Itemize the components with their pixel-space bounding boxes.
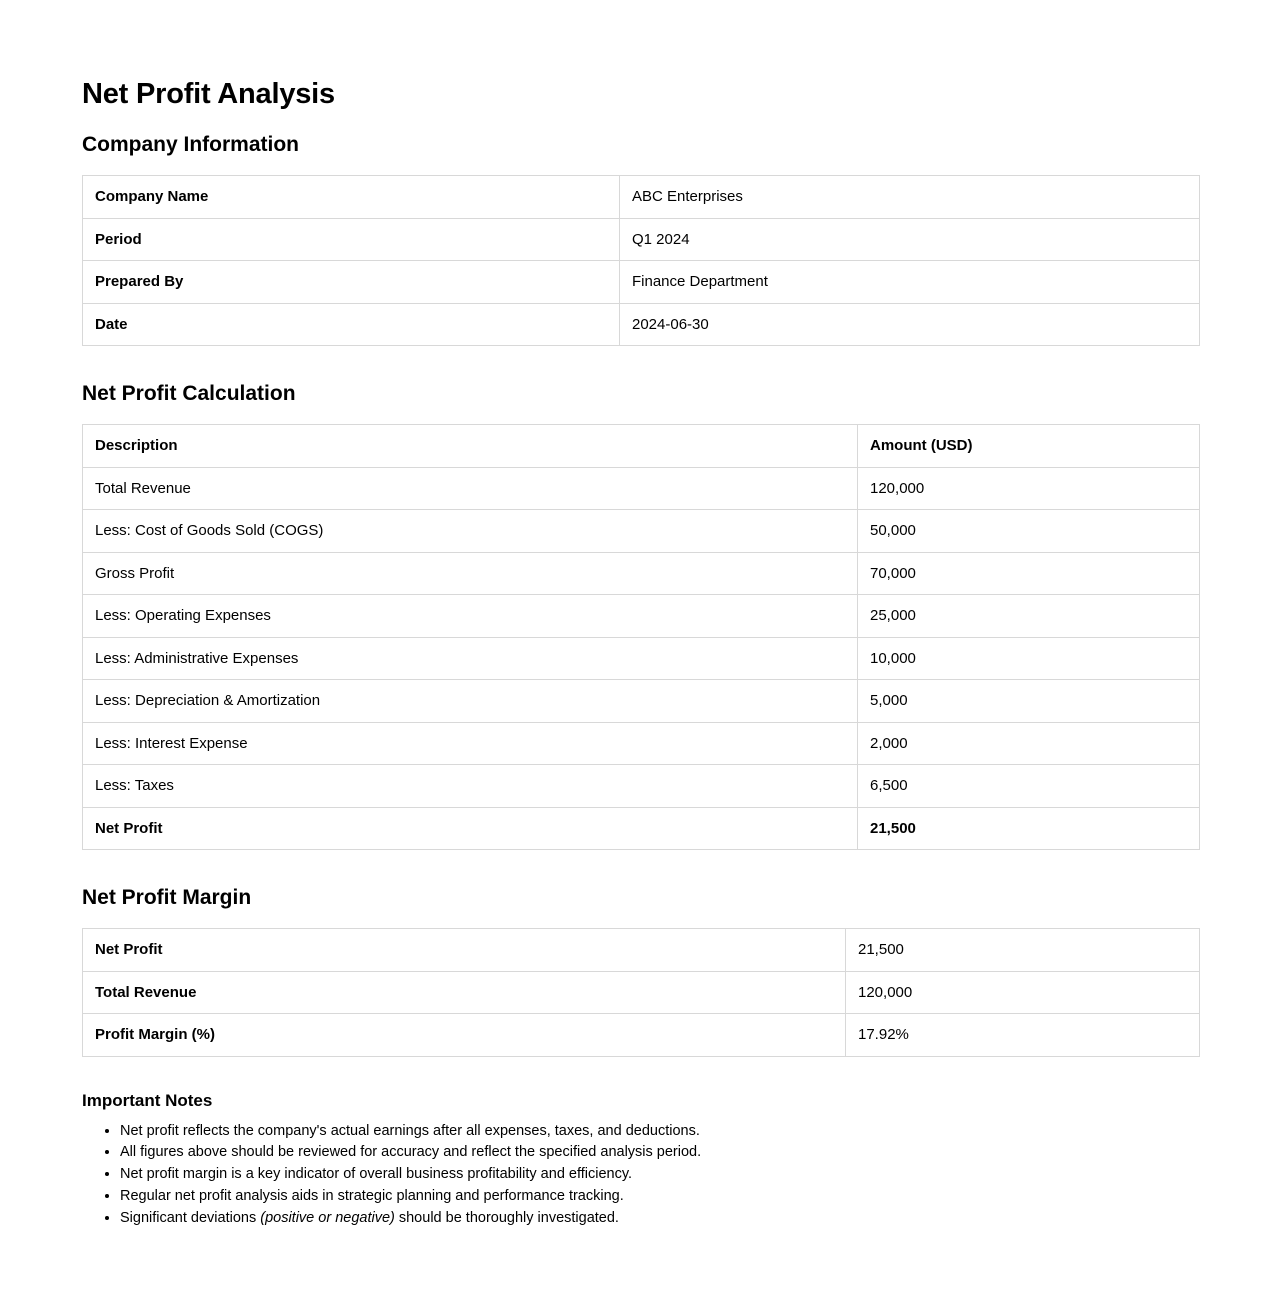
row-description: Less: Interest Expense — [83, 722, 858, 765]
company-name-label: Company Name — [83, 176, 620, 219]
row-description: Net Profit — [83, 807, 858, 850]
row-description: Less: Depreciation & Amortization — [83, 680, 858, 723]
company-information-table — [82, 175, 1200, 346]
period-value: Q1 2024 — [620, 218, 1200, 261]
list-item — [120, 1208, 1200, 1230]
table-row — [83, 218, 1200, 261]
table-row — [83, 722, 1200, 765]
row-amount: 70,000 — [858, 552, 1200, 595]
date-label: Date — [83, 303, 620, 346]
table-row — [83, 176, 1200, 219]
row-amount: 21,500 — [858, 807, 1200, 850]
row-amount: 2,000 — [858, 722, 1200, 765]
row-description: Less: Cost of Goods Sold (COGS) — [83, 510, 858, 553]
table-row — [83, 595, 1200, 638]
table-row — [83, 1014, 1200, 1057]
table-row — [83, 929, 1200, 972]
important-notes-heading: Important Notes — [82, 1090, 213, 1110]
profit-margin-value: 17.92% — [846, 1014, 1200, 1057]
net-profit-calculation-table — [82, 424, 1200, 850]
period-label: Period — [83, 218, 620, 261]
prepared-by-value: Finance Department — [620, 261, 1200, 304]
column-header-description: Description — [83, 425, 858, 468]
list-item: • Net profit reflects the company's actual earnings after all expenses, taxes, and deductions. — [120, 1121, 1200, 1143]
profit-margin-label: Profit Margin (%) — [83, 1014, 846, 1057]
row-description: Less: Taxes — [83, 765, 858, 808]
table-row — [83, 467, 1200, 510]
net-profit-total-row — [83, 807, 1200, 850]
table-row — [83, 765, 1200, 808]
table-row — [83, 303, 1200, 346]
margin-net-profit-label: Net Profit — [83, 929, 846, 972]
column-header-amount: Amount (USD) — [858, 425, 1200, 468]
table-header-row — [83, 425, 1200, 468]
table-row — [83, 971, 1200, 1014]
table-row — [83, 637, 1200, 680]
row-amount: 6,500 — [858, 765, 1200, 808]
row-amount: 10,000 — [858, 637, 1200, 680]
table-row — [83, 261, 1200, 304]
margin-total-revenue-label: Total Revenue — [83, 971, 846, 1014]
net-profit-margin-heading: Net Profit Margin — [82, 886, 252, 909]
important-notes-list — [82, 1121, 1200, 1230]
row-amount: 5,000 — [858, 680, 1200, 723]
list-item: • All figures above should be reviewed for accuracy and reflect the specified analysis period. — [120, 1142, 1200, 1164]
row-amount: 120,000 — [858, 467, 1200, 510]
note-text-tail: should be thoroughly investigated. — [394, 1209, 619, 1226]
note-text-emphasis: (positive or negative) — [260, 1209, 395, 1226]
table-row — [83, 552, 1200, 595]
row-description: Gross Profit — [83, 552, 858, 595]
row-amount: 50,000 — [858, 510, 1200, 553]
row-amount: 25,000 — [858, 595, 1200, 638]
company-name-value: ABC Enterprises — [620, 176, 1200, 219]
margin-net-profit-value: 21,500 — [846, 929, 1200, 972]
list-item: • Net profit margin is a key indicator of overall business profitability and efficiency. — [120, 1164, 1200, 1186]
date-value: 2024-06-30 — [620, 303, 1200, 346]
margin-total-revenue-value: 120,000 — [846, 971, 1200, 1014]
net-profit-margin-table — [82, 928, 1200, 1057]
row-description: Less: Administrative Expenses — [83, 637, 858, 680]
page-title: Net Profit Analysis — [82, 78, 335, 110]
row-description: Total Revenue — [83, 467, 858, 510]
company-information-heading: Company Information — [82, 133, 300, 156]
list-item: • Regular net profit analysis aids in strategic planning and performance tracking. — [120, 1186, 1200, 1208]
prepared-by-label: Prepared By — [83, 261, 620, 304]
net-profit-calculation-heading: Net Profit Calculation — [82, 382, 296, 405]
table-row — [83, 510, 1200, 553]
table-row — [83, 680, 1200, 723]
row-description: Less: Operating Expenses — [83, 595, 858, 638]
note-text-lead: Significant deviations — [120, 1209, 261, 1226]
